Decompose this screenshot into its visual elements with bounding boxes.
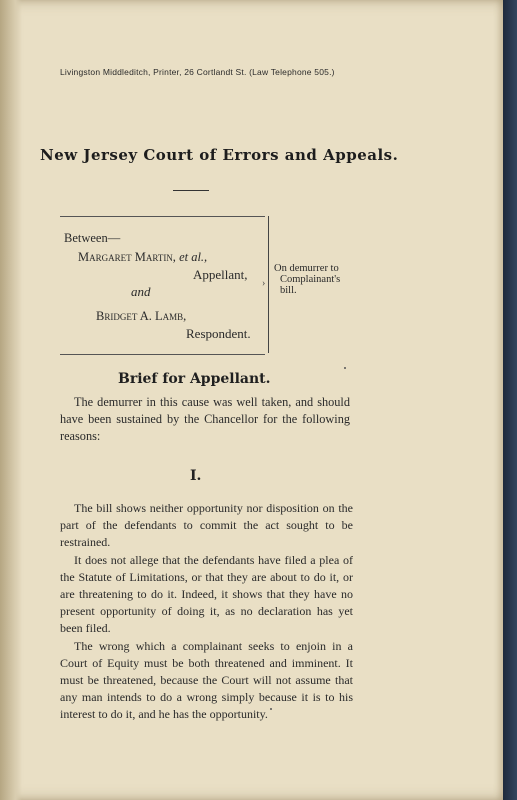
- appellant-etal: et al.,: [179, 250, 208, 264]
- caption-and: and: [131, 284, 151, 299]
- body-paragraph: The wrong which a complainant seeks to enjoin in a Court of Equity must be both threatened and imminent. It must be threatened, because the Court will not assume that any man intends to do a wrong simply because it is to his interest to do it, and he has the opportunity.: [60, 639, 353, 721]
- appellant-name-text: Margaret Martin,: [78, 250, 176, 264]
- intro-paragraph: The demurrer in this cause was well taken, and should have been sustained by the Chancellor for the following reasons:: [60, 395, 350, 443]
- demurrer-note-line3: bill.: [280, 285, 297, 296]
- respondent-name: Bridget A. Lamb,: [96, 309, 187, 323]
- body-text: [60, 500, 353, 724]
- demurrer-note-line1: On demurrer to: [274, 263, 339, 274]
- title-rule: [173, 190, 209, 191]
- body-paragraph: It does not allege that the defendants have filed a plea of the Statute of Limitations, or that they are about to do it, or are threatening to do it. Indeed, it shows that they have no present opportunity of doing it, as no declaration has yet been filed.: [60, 553, 353, 635]
- respondent-role: Respondent.: [186, 326, 251, 341]
- caption-between: Between—: [64, 231, 121, 245]
- paper-speck: [344, 367, 346, 369]
- section-number: I.: [190, 468, 202, 484]
- demurrer-note: [274, 263, 364, 296]
- paper-speck: [270, 708, 272, 710]
- court-title: New Jersey Court of Errors and Appeals.: [40, 146, 399, 164]
- appellant-name: [78, 250, 207, 265]
- appellant-role: Appellant,: [193, 267, 248, 282]
- printer-line: Livingston Middleditch, Printer, 26 Cortlandt St. (Law Telephone 505.): [60, 67, 335, 77]
- brief-title: Brief for Appellant.: [118, 371, 271, 387]
- bracket-point-icon: ›: [262, 278, 266, 289]
- demurrer-note-line2: Complainant's: [280, 274, 341, 285]
- body-paragraph: The bill shows neither opportunity nor disposition on the part of the defendants to commit the act sought to be restrained.: [60, 501, 353, 549]
- page-spine-shadow: [0, 0, 22, 800]
- scan-background-edge: [503, 0, 517, 800]
